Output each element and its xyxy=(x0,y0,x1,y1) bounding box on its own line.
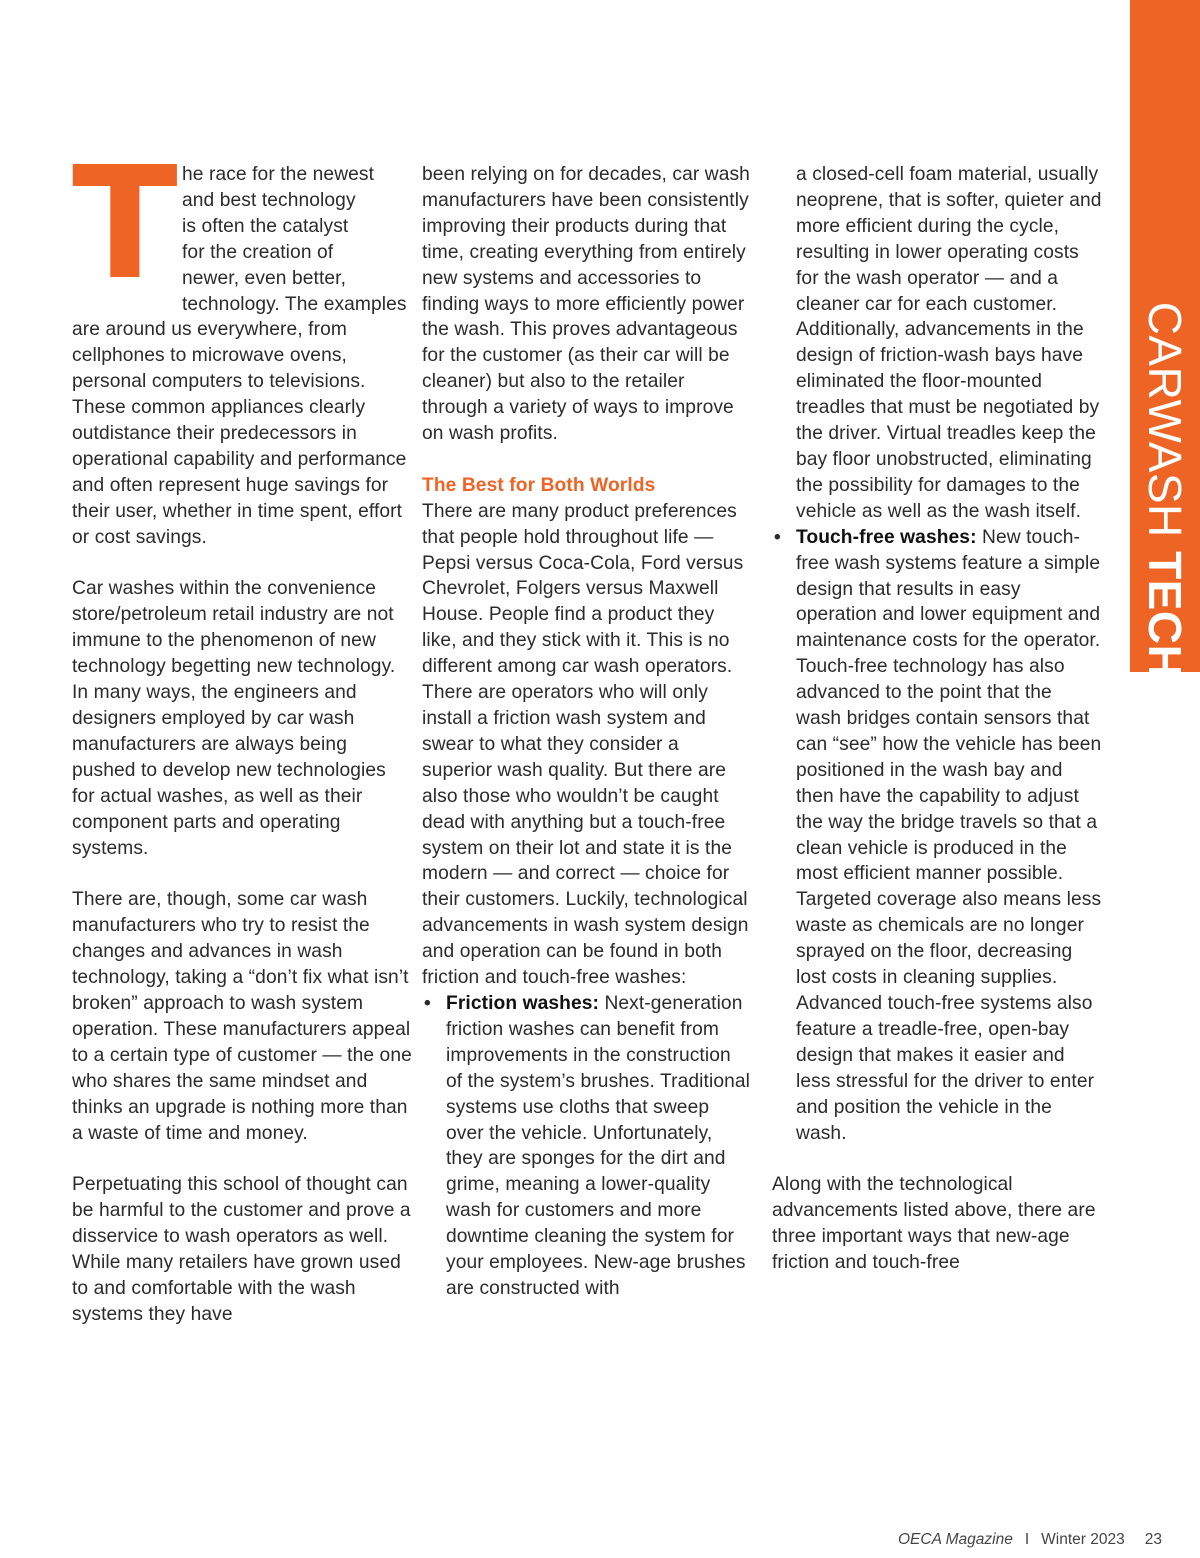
bullet-term-friction: Friction washes: xyxy=(446,992,600,1014)
intro-line: for the creation of xyxy=(182,241,334,263)
article-paragraph-4: Perpetuating this school of thought can be harmful to the customer and prove a disservice to wash operators as well. While many retailers have grown used to and comfortable with the wash systems they have xyxy=(72,1174,411,1325)
article-paragraph-6: There are many product preferences that people hold throughout life — Pepsi versus Coca-Cola, Ford versus Chevrolet, Folgers versus Maxwell House. People find a product they like, and they stick with it. This is no different among car wash operators. There are operators who will only install a friction wash system and swear to what they consider a superior wash quality. But there are also those who wouldn’t be caught dead with anything but a touch-free system on their lot and state it is the modern — and correct — choice for their customers. Luckily, technological advancements in wash system design and operation can be found in both friction and touch-free washes: xyxy=(422,500,749,989)
article-column-1 xyxy=(72,133,412,1328)
article-column-2 xyxy=(422,162,752,1302)
drop-cap: T xyxy=(72,133,178,314)
bullet-item-friction-continued xyxy=(772,162,1102,525)
intro-line: newer, even better, xyxy=(182,267,347,289)
bullet-text-friction: Next-generation friction washes can benefit from improvements in the construction of the system’s brushes. Traditional systems use cloths that sweep over the vehicle. Unfortunately, they are sponges for the dirt and grime, meaning a lower-quality wash for customers and more downtime cleaning the system for your employees. New-age brushes are constructed with xyxy=(446,992,750,1299)
intro-line: and best technology xyxy=(182,189,356,211)
intro-line: is often the catalyst xyxy=(182,215,349,237)
page-number: 23 xyxy=(1144,1531,1162,1548)
bullet-text-touch-free: New touch-free wash systems feature a simple design that results in easy operation and lower equipment and maintenance costs for the operator. Touch-free technology has also advanced to the point that the wash bridges contain sensors that can “see” how the vehicle has been positioned in the wash bay and then have the capability to adjust the way the bridge travels so that a clean vehicle is produced in the most efficient manner possible. Targeted coverage also means less waste as chemicals are no longer sprayed on the floor, decreasing lost costs in cleaning supplies. Advanced touch-free systems also feature a treadle-free, open-bay design that makes it easier and less stressful for the driver to enter and position the vehicle in the wash. xyxy=(796,526,1102,1144)
footer-issue: Winter 2023 xyxy=(1041,1531,1125,1548)
footer-magazine-name: OECA Magazine xyxy=(897,1531,1013,1548)
page-footer xyxy=(898,1531,1162,1549)
bullet-text-friction-continued: a closed-cell foam material, usually neoprene, that is softer, quieter and more efficient during the cycle, resulting in lower operating costs for the wash operator — and a cleaner car for each customer. Additionally, advancements in the design of friction-wash bays have eliminated the floor-mounted treadles that must be negotiated by the driver. Virtual treadles keep the bay floor unobstructed, eliminating the possibility for damages to the vehicle as well as the wash itself. xyxy=(796,164,1102,522)
bullet-list xyxy=(422,991,752,1302)
section-subheading: The Best for Both Worlds xyxy=(422,474,656,496)
section-tab-label-part1: CARWASH xyxy=(1139,301,1191,552)
article-paragraph-7: Along with the technological advancements listed above, there are three important ways that new-age friction and touch-free xyxy=(772,1174,1096,1274)
bullet-list-continued xyxy=(772,162,1102,1146)
footer-separator: I xyxy=(1024,1531,1030,1548)
article-paragraph-5: been relying on for decades, car wash manufacturers have been consistently improving their products during that time, creating everything from entirely new systems and accessories to finding ways to more efficiently power the wash. This proves advantageous for the customer (as their car will be cleaner) but also to the retailer through a variety of ways to improve on wash profits. xyxy=(422,164,750,445)
bullet-item-friction xyxy=(422,991,752,1302)
section-tab-label xyxy=(1139,301,1191,679)
bullet-dot: • xyxy=(774,526,781,548)
article-paragraph-2: Car washes within the convenience store/petroleum retail industry are not immune to the phenomenon of new technology begetting new technology. In many ways, the engineers and designers employed by car wash manufacturers are always being pushed to develop new technologies for actual washes, as well as their component parts and operating systems. xyxy=(72,578,396,859)
bullet-term-touch-free: Touch-free washes: xyxy=(796,526,977,548)
article-paragraph-3: There are, though, some car wash manufacturers who try to resist the changes and advances in wash technology, taking a “don’t fix what isn’t broken” approach to wash system operation. These manufacturers appeal to a certain type of customer — the one who shares the same mindset and thinks an upgrade is nothing more than a waste of time and money. xyxy=(72,889,412,1144)
article-column-3 xyxy=(772,162,1102,1276)
section-tab-label-part2: TECH xyxy=(1139,551,1191,679)
intro-rest: technology. The examples are around us everywhere, from cellphones to microwave ovens, personal computers to televisions. These common appliances clearly outdistance their predecessors in operational capability and performance and often represent huge savings for their user, whether in time spent, effort or cost savings. xyxy=(72,293,407,548)
bullet-dot: • xyxy=(424,992,431,1014)
article-paragraph-1 xyxy=(72,133,412,551)
intro-line: he race for the newest xyxy=(182,164,375,185)
bullet-item-touch-free xyxy=(772,525,1102,1147)
section-tab xyxy=(1130,0,1200,679)
